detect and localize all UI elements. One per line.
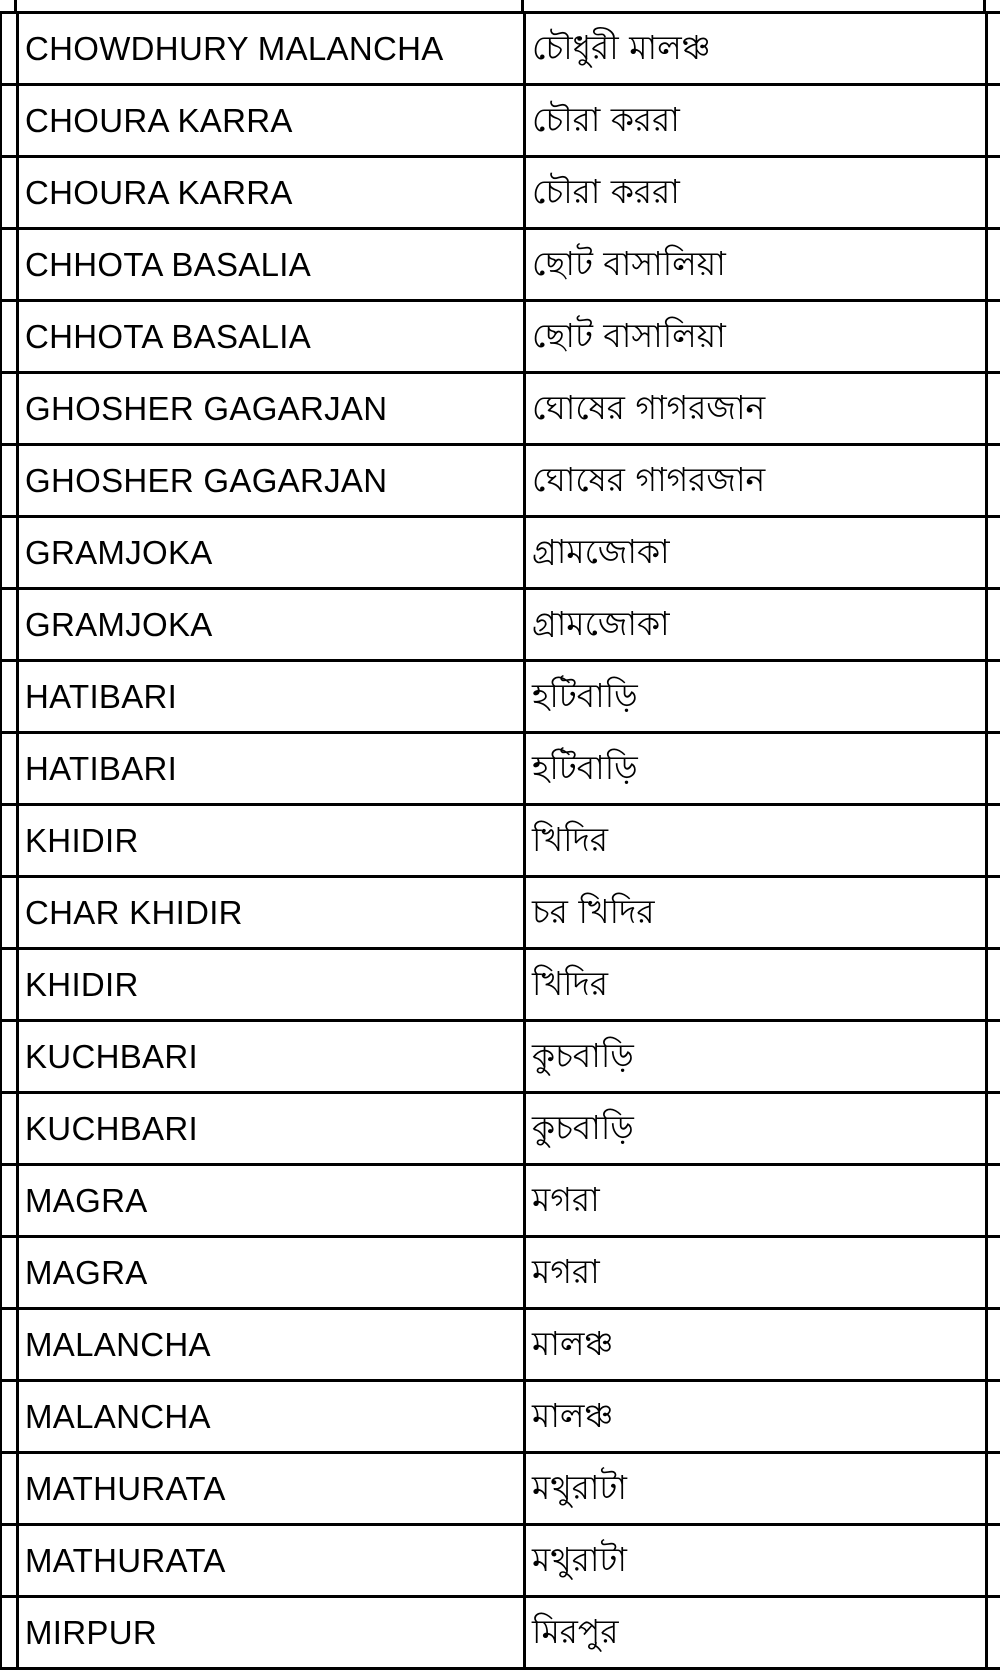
english-name-cell: GHOSHER GAGARJAN <box>18 373 525 445</box>
table-row <box>1 805 1000 877</box>
row-right-margin-cell <box>987 1597 1000 1669</box>
row-right-margin-cell <box>987 1453 1000 1525</box>
english-name-cell: KUCHBARI <box>18 1021 525 1093</box>
row-left-margin-cell <box>1 1309 18 1381</box>
table-row <box>1 949 1000 1021</box>
bengali-name-cell: চৌরা কররা <box>525 85 987 157</box>
row-left-margin-cell <box>1 733 18 805</box>
row-left-margin-cell <box>1 1525 18 1597</box>
row-left-margin-cell <box>1 1381 18 1453</box>
row-left-margin-cell <box>1 1597 18 1669</box>
row-right-margin-cell <box>987 229 1000 301</box>
row-right-margin-cell <box>987 1165 1000 1237</box>
row-right-margin-cell <box>987 1237 1000 1309</box>
bengali-name-cell: ছোট বাসালিয়া <box>525 301 987 373</box>
english-name-cell: KUCHBARI <box>18 1093 525 1165</box>
row-right-margin-cell <box>987 1525 1000 1597</box>
table-row <box>1 661 1000 733</box>
bengali-name-cell: মথুরাটা <box>525 1525 987 1597</box>
row-left-margin-cell <box>1 589 18 661</box>
english-name-cell: MATHURATA <box>18 1453 525 1525</box>
table-row <box>1 1237 1000 1309</box>
row-left-margin-cell <box>1 229 18 301</box>
row-right-margin-cell <box>987 733 1000 805</box>
row-right-margin-cell <box>987 1381 1000 1453</box>
row-left-margin-cell <box>1 85 18 157</box>
english-name-cell: MAGRA <box>18 1237 525 1309</box>
row-right-margin-cell <box>987 877 1000 949</box>
bengali-name-cell: মিরপুর <box>525 1597 987 1669</box>
english-name-cell: HATIBARI <box>18 733 525 805</box>
table-row <box>1 589 1000 661</box>
table-row <box>1 1525 1000 1597</box>
row-right-margin-cell <box>987 949 1000 1021</box>
row-right-margin-cell <box>987 373 1000 445</box>
table-row <box>1 301 1000 373</box>
place-names-table <box>0 11 1000 1670</box>
english-name-cell: MAGRA <box>18 1165 525 1237</box>
english-name-cell: MATHURATA <box>18 1525 525 1597</box>
bengali-name-cell: গ্রামজোকা <box>525 589 987 661</box>
english-name-cell: GHOSHER GAGARJAN <box>18 445 525 517</box>
row-right-margin-cell <box>987 85 1000 157</box>
table-row <box>1 157 1000 229</box>
bengali-name-cell: খিদির <box>525 949 987 1021</box>
row-right-margin-cell <box>987 1309 1000 1381</box>
bengali-name-cell: ঘোষের গাগরজান <box>525 373 987 445</box>
bengali-name-cell: চৌরা কররা <box>525 157 987 229</box>
row-left-margin-cell <box>1 1453 18 1525</box>
row-right-margin-cell <box>987 589 1000 661</box>
row-left-margin-cell <box>1 1237 18 1309</box>
english-name-cell: CHHOTA BASALIA <box>18 229 525 301</box>
table-row <box>1 1309 1000 1381</box>
column-divider-stub <box>983 0 986 11</box>
table-row <box>1 445 1000 517</box>
row-left-margin-cell <box>1 805 18 877</box>
english-name-cell: CHOURA KARRA <box>18 85 525 157</box>
bengali-name-cell: মগরা <box>525 1165 987 1237</box>
english-name-cell: MALANCHA <box>18 1381 525 1453</box>
bengali-name-cell: গ্রামজোকা <box>525 517 987 589</box>
table-row <box>1 877 1000 949</box>
row-left-margin-cell <box>1 517 18 589</box>
column-divider-stub <box>521 0 524 11</box>
row-left-margin-cell <box>1 373 18 445</box>
bengali-name-cell: ছোট বাসালিয়া <box>525 229 987 301</box>
english-name-cell: CHHOTA BASALIA <box>18 301 525 373</box>
row-right-margin-cell <box>987 301 1000 373</box>
bengali-name-cell: হটিবাড়ি <box>525 733 987 805</box>
english-name-cell: MIRPUR <box>18 1597 525 1669</box>
english-name-cell: CHAR KHIDIR <box>18 877 525 949</box>
row-right-margin-cell <box>987 13 1000 85</box>
row-right-margin-cell <box>987 445 1000 517</box>
bengali-name-cell: মথুরাটা <box>525 1453 987 1525</box>
bengali-name-cell: হটিবাড়ি <box>525 661 987 733</box>
bengali-name-cell: মগরা <box>525 1237 987 1309</box>
bengali-name-cell: কুচবাড়ি <box>525 1093 987 1165</box>
row-left-margin-cell <box>1 949 18 1021</box>
row-left-margin-cell <box>1 661 18 733</box>
bengali-name-cell: ঘোষের গাগরজান <box>525 445 987 517</box>
row-right-margin-cell <box>987 661 1000 733</box>
english-name-cell: MALANCHA <box>18 1309 525 1381</box>
table-row <box>1 1093 1000 1165</box>
row-right-margin-cell <box>987 157 1000 229</box>
table-row <box>1 733 1000 805</box>
table-row <box>1 517 1000 589</box>
row-left-margin-cell <box>1 1093 18 1165</box>
english-name-cell: KHIDIR <box>18 949 525 1021</box>
table-row <box>1 229 1000 301</box>
bengali-name-cell: চর খিদির <box>525 877 987 949</box>
table-row <box>1 1021 1000 1093</box>
row-left-margin-cell <box>1 1021 18 1093</box>
column-divider-stub <box>14 0 17 11</box>
english-name-cell: KHIDIR <box>18 805 525 877</box>
english-name-cell: GRAMJOKA <box>18 517 525 589</box>
table-row <box>1 1381 1000 1453</box>
bengali-name-cell: মালঞ্চ <box>525 1309 987 1381</box>
table-body <box>1 13 1000 1669</box>
row-right-margin-cell <box>987 517 1000 589</box>
row-right-margin-cell <box>987 1093 1000 1165</box>
row-left-margin-cell <box>1 445 18 517</box>
table-row <box>1 1165 1000 1237</box>
english-name-cell: CHOWDHURY MALANCHA <box>18 13 525 85</box>
english-name-cell: HATIBARI <box>18 661 525 733</box>
bengali-name-cell: খিদির <box>525 805 987 877</box>
table-row <box>1 13 1000 85</box>
table-row <box>1 373 1000 445</box>
table-row <box>1 1453 1000 1525</box>
row-left-margin-cell <box>1 13 18 85</box>
row-right-margin-cell <box>987 1021 1000 1093</box>
bengali-name-cell: কুচবাড়ি <box>525 1021 987 1093</box>
table-row <box>1 1597 1000 1669</box>
row-right-margin-cell <box>987 805 1000 877</box>
table-row <box>1 85 1000 157</box>
row-left-margin-cell <box>1 877 18 949</box>
row-left-margin-cell <box>1 1165 18 1237</box>
bengali-name-cell: মালঞ্চ <box>525 1381 987 1453</box>
bengali-name-cell: চৌধুরী মালঞ্চ <box>525 13 987 85</box>
english-name-cell: GRAMJOKA <box>18 589 525 661</box>
english-name-cell: CHOURA KARRA <box>18 157 525 229</box>
row-left-margin-cell <box>1 157 18 229</box>
row-left-margin-cell <box>1 301 18 373</box>
